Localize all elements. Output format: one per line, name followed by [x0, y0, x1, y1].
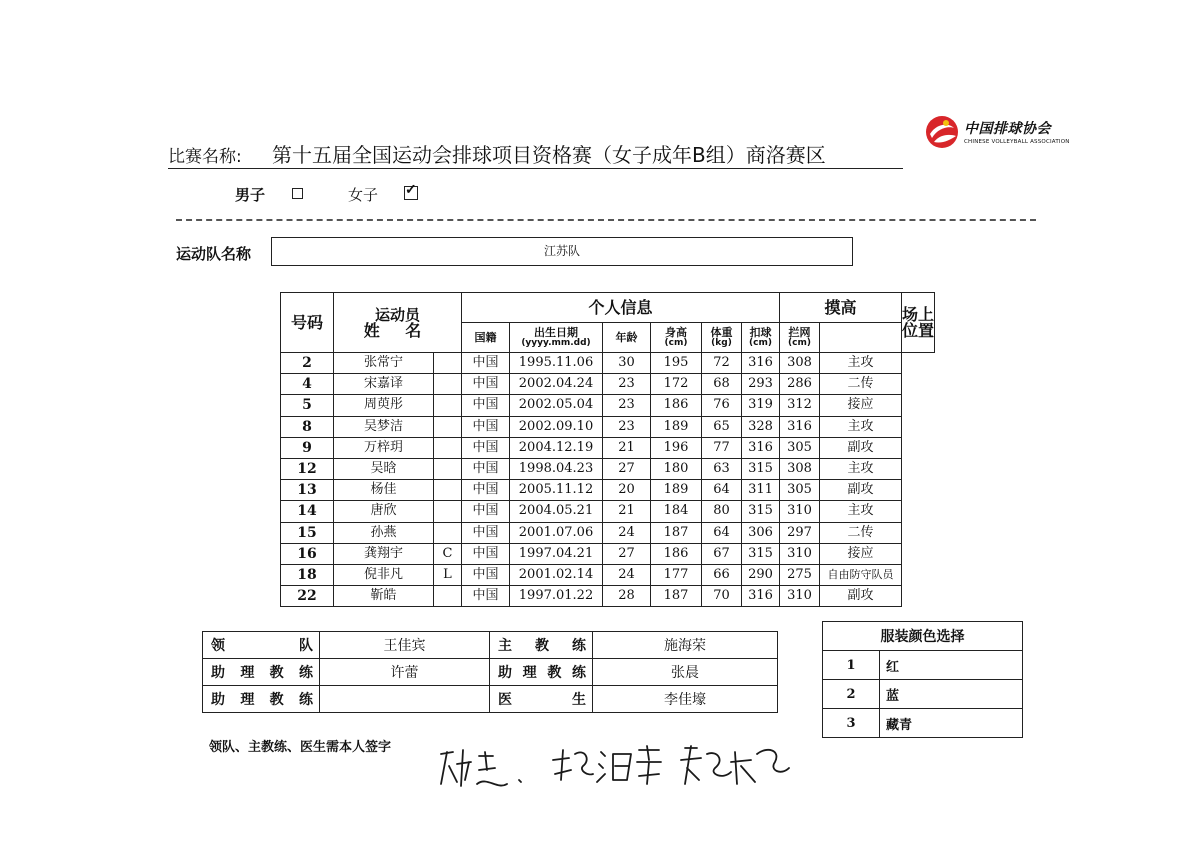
- player-spike-reach[interactable]: 316: [742, 586, 780, 607]
- player-role[interactable]: [434, 437, 462, 458]
- roster-row: [281, 458, 935, 479]
- player-weight[interactable]: 64: [702, 480, 742, 501]
- player-height[interactable]: 189: [651, 480, 702, 501]
- male-label: 男子: [235, 186, 266, 204]
- player-position[interactable]: 副攻: [820, 480, 902, 501]
- color-index-3: 3: [823, 709, 880, 738]
- player-spike-reach[interactable]: 315: [742, 543, 780, 564]
- player-nationality[interactable]: 中国: [462, 437, 510, 458]
- player-weight[interactable]: 76: [702, 395, 742, 416]
- player-position[interactable]: 接应: [820, 395, 902, 416]
- player-weight[interactable]: 64: [702, 522, 742, 543]
- player-spike-reach[interactable]: 315: [742, 501, 780, 522]
- assistant-coach-label-2: [203, 686, 320, 713]
- weight-header: [702, 323, 742, 353]
- role-label-char: 练: [572, 638, 586, 654]
- player-birth-date[interactable]: 2001.07.06: [510, 522, 603, 543]
- doctor-signature: [681, 746, 789, 784]
- role-label-char: 助: [211, 692, 225, 708]
- player-spike-reach[interactable]: 319: [742, 395, 780, 416]
- player-number[interactable]: 2: [281, 353, 334, 374]
- player-position[interactable]: 二传: [820, 374, 902, 395]
- role-label-char: 教: [269, 665, 284, 681]
- player-role[interactable]: [434, 374, 462, 395]
- player-name[interactable]: 孙燕: [334, 522, 434, 543]
- spike-header: [742, 323, 780, 353]
- player-number[interactable]: 13: [281, 480, 334, 501]
- team-name-label: 运动队名称: [176, 245, 252, 263]
- player-position[interactable]: 主攻: [820, 458, 902, 479]
- player-position[interactable]: 主攻: [820, 501, 902, 522]
- uniform-color-table: [822, 621, 1023, 738]
- player-height[interactable]: 189: [651, 416, 702, 437]
- roster-row: [281, 501, 935, 522]
- personal-info-header: 个人信息: [462, 293, 780, 323]
- player-name[interactable]: 杨佳: [334, 480, 434, 501]
- player-block-reach[interactable]: 308: [780, 458, 820, 479]
- role-label-char: 医: [498, 692, 512, 708]
- male-checkbox[interactable]: [292, 188, 303, 199]
- role-label-char: 练: [298, 665, 313, 681]
- player-spike-reach[interactable]: 328: [742, 416, 780, 437]
- player-name[interactable]: 倪非凡: [334, 564, 434, 585]
- player-position[interactable]: 自由防守队员: [820, 564, 902, 585]
- player-age[interactable]: 21: [603, 501, 651, 522]
- player-birth-date[interactable]: 2004.05.21: [510, 501, 603, 522]
- player-block-reach[interactable]: 308: [780, 353, 820, 374]
- roster-row: [281, 353, 935, 374]
- player-age[interactable]: 23: [603, 374, 651, 395]
- player-height[interactable]: 184: [651, 501, 702, 522]
- roster-row: [281, 416, 935, 437]
- roster-row: [281, 522, 935, 543]
- head-coach-signature: [553, 746, 661, 784]
- player-position[interactable]: 副攻: [820, 437, 902, 458]
- player-birth-date[interactable]: 2001.02.14: [510, 564, 603, 585]
- spike-header-label: 扣球: [749, 325, 772, 339]
- player-number[interactable]: 22: [281, 586, 334, 607]
- player-position[interactable]: 主攻: [820, 353, 902, 374]
- player-block-reach[interactable]: 305: [780, 437, 820, 458]
- team-leader-label: [203, 632, 320, 659]
- team-leader-signature: [441, 750, 521, 786]
- player-name[interactable]: 龚翔宇: [334, 543, 434, 564]
- player-number[interactable]: 9: [281, 437, 334, 458]
- player-block-reach[interactable]: 305: [780, 480, 820, 501]
- roster-row: [281, 437, 935, 458]
- player-name[interactable]: 唐欣: [334, 501, 434, 522]
- player-number[interactable]: 5: [281, 395, 334, 416]
- logo-text-zh: 中国排球协会: [964, 121, 1051, 137]
- player-number[interactable]: 15: [281, 522, 334, 543]
- player-weight[interactable]: 65: [702, 416, 742, 437]
- color-option-blue[interactable]: 蓝: [880, 680, 1023, 709]
- roster-row: [281, 374, 935, 395]
- role-label-char: 理: [522, 665, 537, 681]
- role-label-char: 教: [269, 692, 284, 708]
- roster-table: [280, 292, 935, 607]
- role-label-char: 理: [240, 665, 255, 681]
- player-weight[interactable]: 66: [702, 564, 742, 585]
- color-option-navy[interactable]: 藏青: [880, 709, 1023, 738]
- player-age[interactable]: 27: [603, 458, 651, 479]
- player-height[interactable]: 180: [651, 458, 702, 479]
- player-number[interactable]: 4: [281, 374, 334, 395]
- birth-date-header: [510, 323, 603, 353]
- assistant-coach-label-3: [490, 659, 593, 686]
- player-number[interactable]: 18: [281, 564, 334, 585]
- roster-row: [281, 543, 935, 564]
- player-role[interactable]: [434, 353, 462, 374]
- player-spike-reach[interactable]: 293: [742, 374, 780, 395]
- player-nationality[interactable]: 中国: [462, 564, 510, 585]
- athlete-header-line2: 姓 名: [363, 320, 432, 340]
- player-name[interactable]: 周萸彤: [334, 395, 434, 416]
- player-nationality[interactable]: 中国: [462, 374, 510, 395]
- weight-header-unit: (kg): [711, 337, 732, 348]
- player-name[interactable]: 宋嘉译: [334, 374, 434, 395]
- role-label-char: 练: [298, 692, 313, 708]
- birth-date-header-label: 出生日期: [534, 325, 578, 339]
- competition-label: 比赛名称:: [168, 147, 242, 167]
- player-birth-date[interactable]: 1998.04.23: [510, 458, 603, 479]
- height-header-label: 身高: [665, 325, 687, 339]
- signature-note: 领队、主教练、医生需本人签字: [209, 740, 392, 755]
- block-header-label: 拦网: [788, 325, 811, 339]
- head-coach-label: [490, 632, 593, 659]
- uniform-color-title: 服装颜色选择: [823, 622, 1023, 651]
- player-weight[interactable]: 63: [702, 458, 742, 479]
- roster-row: [281, 564, 935, 585]
- player-weight[interactable]: 67: [702, 543, 742, 564]
- player-role[interactable]: [434, 522, 462, 543]
- player-nationality[interactable]: 中国: [462, 416, 510, 437]
- nationality-header: 国籍: [462, 323, 510, 353]
- staff-table: [202, 631, 778, 713]
- player-birth-date[interactable]: 1995.11.06: [510, 353, 603, 374]
- player-name[interactable]: 万梓玥: [334, 437, 434, 458]
- player-weight[interactable]: 77: [702, 437, 742, 458]
- team-leader-name[interactable]: 王佳宾: [320, 632, 490, 659]
- weight-header-label: 体重: [710, 325, 733, 339]
- role-label-char: 领: [211, 638, 225, 654]
- player-height[interactable]: 186: [651, 543, 702, 564]
- role-label-char: 教: [547, 665, 562, 681]
- player-name[interactable]: 靳皓: [334, 586, 434, 607]
- roster-row: [281, 586, 935, 607]
- player-age[interactable]: 23: [603, 395, 651, 416]
- role-label-char: 练: [571, 665, 586, 681]
- player-nationality[interactable]: 中国: [462, 522, 510, 543]
- role-label-char: 理: [240, 692, 255, 708]
- player-spike-reach[interactable]: 316: [742, 353, 780, 374]
- number-header: 号码: [281, 293, 334, 353]
- color-option-red[interactable]: 红: [880, 651, 1023, 680]
- player-weight[interactable]: 68: [702, 374, 742, 395]
- player-birth-date[interactable]: 1997.01.22: [510, 586, 603, 607]
- player-block-reach[interactable]: 275: [780, 564, 820, 585]
- female-label: 女子: [348, 186, 379, 204]
- position-header-line2: 位置: [902, 320, 935, 340]
- volleyball-logo-icon: [924, 114, 960, 150]
- player-spike-reach[interactable]: 316: [742, 437, 780, 458]
- position-header-line1: 场上: [902, 304, 935, 324]
- block-header: [780, 323, 820, 353]
- player-nationality[interactable]: 中国: [462, 543, 510, 564]
- player-spike-reach[interactable]: 311: [742, 480, 780, 501]
- competition-line: [168, 138, 903, 169]
- player-weight[interactable]: 70: [702, 586, 742, 607]
- player-birth-date[interactable]: 2002.09.10: [510, 416, 603, 437]
- player-height[interactable]: 187: [651, 586, 702, 607]
- player-role[interactable]: [434, 586, 462, 607]
- player-age[interactable]: 21: [603, 437, 651, 458]
- player-height[interactable]: 177: [651, 564, 702, 585]
- player-block-reach[interactable]: 286: [780, 374, 820, 395]
- player-nationality[interactable]: 中国: [462, 480, 510, 501]
- head-coach-name[interactable]: 施海荣: [593, 632, 778, 659]
- player-age[interactable]: 28: [603, 586, 651, 607]
- female-checkbox[interactable]: [404, 182, 418, 200]
- athlete-header: [334, 293, 462, 353]
- player-birth-date[interactable]: 2005.11.12: [510, 480, 603, 501]
- player-number[interactable]: 14: [281, 501, 334, 522]
- roster-row: [281, 395, 935, 416]
- assistant-coach-label-1: [203, 659, 320, 686]
- player-name[interactable]: 张常宁: [334, 353, 434, 374]
- player-age[interactable]: 20: [603, 480, 651, 501]
- assistant-coach-name-2[interactable]: [320, 686, 490, 713]
- player-height[interactable]: 195: [651, 353, 702, 374]
- player-height[interactable]: 187: [651, 522, 702, 543]
- role-label-char: 教: [535, 638, 549, 654]
- team-name-field[interactable]: 江苏队: [271, 237, 853, 266]
- player-role[interactable]: C: [434, 543, 462, 564]
- athlete-header-line1: 运动员: [374, 305, 420, 324]
- roster-row: [281, 480, 935, 501]
- role-label-char: 助: [211, 665, 225, 681]
- player-block-reach[interactable]: 310: [780, 543, 820, 564]
- player-spike-reach[interactable]: 315: [742, 458, 780, 479]
- player-role[interactable]: [434, 501, 462, 522]
- player-height[interactable]: 186: [651, 395, 702, 416]
- association-logo: [924, 114, 1074, 150]
- assistant-coach-name-3[interactable]: 张晨: [593, 659, 778, 686]
- player-nationality[interactable]: 中国: [462, 501, 510, 522]
- player-role[interactable]: [434, 416, 462, 437]
- assistant-coach-name-1[interactable]: 许蕾: [320, 659, 490, 686]
- handwritten-signatures: [435, 740, 795, 800]
- player-age[interactable]: 24: [603, 564, 651, 585]
- check-mark-icon: ✓: [405, 182, 417, 198]
- player-block-reach[interactable]: 310: [780, 586, 820, 607]
- player-role[interactable]: [434, 458, 462, 479]
- player-name[interactable]: 吴晗: [334, 458, 434, 479]
- birth-date-format: (yyyy.mm.dd): [521, 337, 591, 348]
- player-number[interactable]: 8: [281, 416, 334, 437]
- player-birth-date[interactable]: 2002.05.04: [510, 395, 603, 416]
- player-role[interactable]: L: [434, 564, 462, 585]
- reach-header: 摸高: [780, 293, 902, 323]
- player-position[interactable]: 接应: [820, 543, 902, 564]
- player-spike-reach[interactable]: 290: [742, 564, 780, 585]
- player-nationality[interactable]: 中国: [462, 458, 510, 479]
- spike-header-unit: (cm): [749, 337, 772, 348]
- competition-name: 第十五届全国运动会排球项目资格赛（女子成年B组）商洛赛区: [272, 143, 826, 167]
- logo-text-en: CHINESE VOLLEYBALL ASSOCIATION: [964, 139, 1070, 145]
- block-header-unit: (cm): [788, 337, 811, 348]
- player-nationality[interactable]: 中国: [462, 395, 510, 416]
- player-name[interactable]: 吴梦洁: [334, 416, 434, 437]
- player-age[interactable]: 24: [603, 522, 651, 543]
- player-block-reach[interactable]: 316: [780, 416, 820, 437]
- player-birth-date[interactable]: 2004.12.19: [510, 437, 603, 458]
- player-nationality[interactable]: 中国: [462, 353, 510, 374]
- player-birth-date[interactable]: 1997.04.21: [510, 543, 603, 564]
- player-height[interactable]: 196: [651, 437, 702, 458]
- player-age[interactable]: 30: [603, 353, 651, 374]
- doctor-label: [490, 686, 593, 713]
- role-label-char: 队: [299, 638, 313, 654]
- player-role[interactable]: [434, 395, 462, 416]
- player-block-reach[interactable]: 297: [780, 522, 820, 543]
- doctor-name[interactable]: 李佳壕: [593, 686, 778, 713]
- height-header-unit: (cm): [664, 337, 688, 348]
- position-header: [902, 293, 935, 353]
- color-index-1: 1: [823, 651, 880, 680]
- player-spike-reach[interactable]: 306: [742, 522, 780, 543]
- player-birth-date[interactable]: 2002.04.24: [510, 374, 603, 395]
- player-number[interactable]: 12: [281, 458, 334, 479]
- player-block-reach[interactable]: 310: [780, 501, 820, 522]
- player-nationality[interactable]: 中国: [462, 586, 510, 607]
- dashed-divider: [176, 219, 1036, 221]
- role-label-char: 助: [498, 665, 512, 681]
- player-position[interactable]: 主攻: [820, 416, 902, 437]
- height-header: [651, 323, 702, 353]
- player-position[interactable]: 副攻: [820, 586, 902, 607]
- player-number[interactable]: 16: [281, 543, 334, 564]
- player-block-reach[interactable]: 312: [780, 395, 820, 416]
- color-index-2: 2: [823, 680, 880, 709]
- player-role[interactable]: [434, 480, 462, 501]
- role-label-char: 主: [498, 638, 512, 654]
- role-label-char: 生: [572, 692, 586, 708]
- player-weight[interactable]: 72: [702, 353, 742, 374]
- age-header: 年龄: [603, 323, 651, 353]
- player-position[interactable]: 二传: [820, 522, 902, 543]
- player-weight[interactable]: 80: [702, 501, 742, 522]
- player-age[interactable]: 23: [603, 416, 651, 437]
- player-age[interactable]: 27: [603, 543, 651, 564]
- player-height[interactable]: 172: [651, 374, 702, 395]
